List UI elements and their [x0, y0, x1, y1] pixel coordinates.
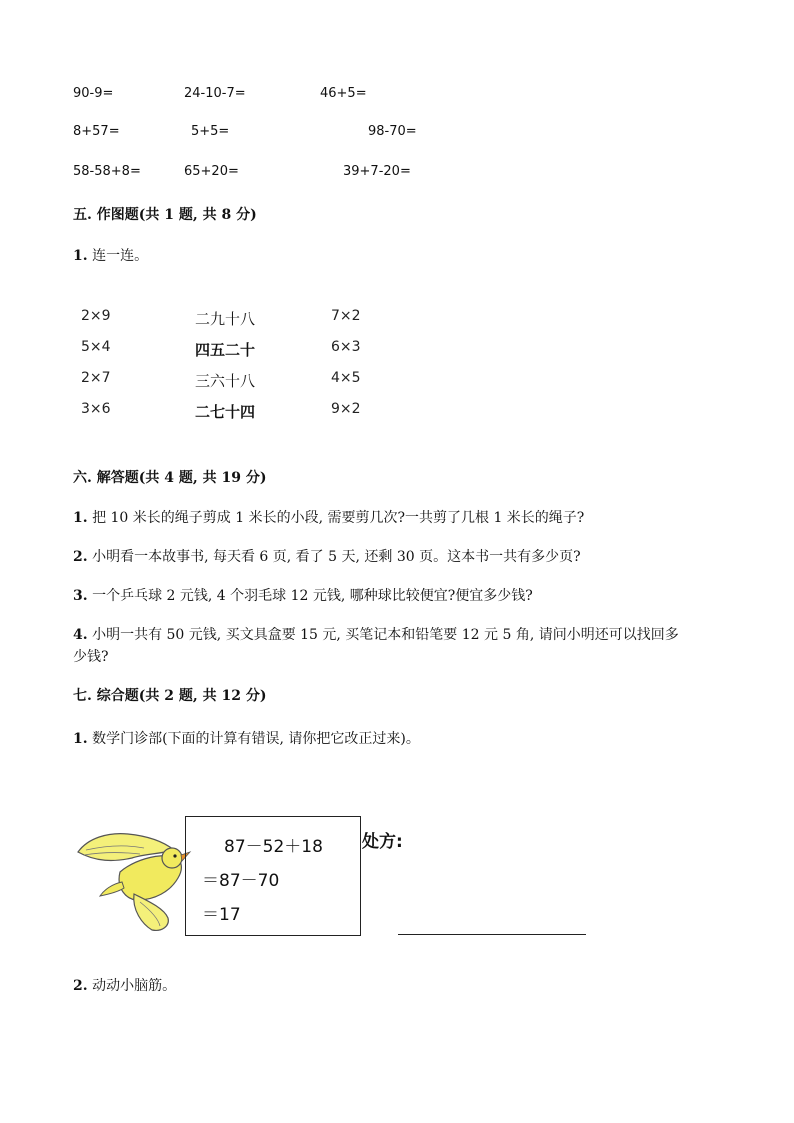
question-number: 1. [73, 248, 88, 264]
question [73, 624, 679, 644]
question-number: 1. [73, 731, 88, 747]
calc-item: 65+20= [184, 164, 239, 179]
calc-item: 98-70= [368, 124, 417, 139]
matching-left-item[interactable]: 5×4 [81, 339, 111, 355]
question-text: 把 10 米长的绳子剪成 1 米长的小段, 需要剪几次?一共剪了几根 1 米长的绳子? [87, 510, 585, 526]
question-text: 小明看一本故事书, 每天看 6 页, 看了 5 天, 还剩 30 页。这本书一共有多少页? [87, 549, 581, 565]
matching-right-item[interactable]: 6×3 [331, 339, 361, 355]
matching-left-item[interactable]: 2×9 [81, 308, 111, 324]
calc-item: 46+5= [320, 86, 367, 101]
matching-right-item[interactable]: 7×2 [331, 308, 361, 324]
question [73, 507, 584, 527]
matching-middle-item[interactable]: 二九十八 [195, 310, 256, 328]
question [73, 245, 148, 265]
question-text: 小明一共有 50 元钱, 买文具盒要 15 元, 买笔记本和铅笔要 12 元 5 角, 请问小明还可以找回多 [87, 627, 679, 643]
clinic-expression-line: 87－52＋18 [224, 837, 323, 857]
calc-item: 90-9= [73, 86, 114, 101]
calc-item: 39+7-20= [343, 164, 411, 179]
section-heading: 五. 作图题(共 1 题, 共 8 分) [73, 207, 257, 223]
matching-middle-item[interactable]: 二七十四 [195, 403, 256, 421]
question-number: 2. [73, 978, 88, 994]
question-text: 连一连。 [87, 248, 149, 264]
clinic-expression-line: ＝87－70 [202, 871, 280, 891]
question [73, 975, 176, 995]
question-text: 数学门诊部(下面的计算有错误, 请你把它改正过来)。 [87, 731, 420, 747]
matching-middle-item[interactable]: 四五二十 [195, 341, 256, 359]
question-text-continued: 少钱? [73, 649, 109, 665]
section-heading: 七. 综合题(共 2 题, 共 12 分) [73, 688, 267, 704]
matching-middle-item[interactable]: 三六十八 [195, 372, 256, 390]
calc-item: 8+57= [73, 124, 120, 139]
calc-item: 58-58+8= [73, 164, 141, 179]
calc-item: 24-10-7= [184, 86, 246, 101]
question-text: 动动小脑筋。 [87, 978, 177, 994]
matching-left-item[interactable]: 3×6 [81, 401, 111, 417]
matching-right-item[interactable]: 9×2 [331, 401, 361, 417]
matching-left-item[interactable]: 2×7 [81, 370, 111, 386]
clinic-expression-line: ＝17 [202, 905, 241, 925]
question-number: 4. [73, 627, 88, 643]
question-number: 1. [73, 510, 88, 526]
calc-item: 5+5= [191, 124, 230, 139]
prescription-label: 处方: [362, 832, 403, 852]
question [73, 728, 420, 748]
answer-blank-line[interactable] [398, 934, 586, 935]
matching-right-item[interactable]: 4×5 [331, 370, 361, 386]
bird-icon [74, 822, 196, 934]
question [73, 546, 581, 566]
section-heading: 六. 解答题(共 4 题, 共 19 分) [73, 470, 267, 486]
bird-illustration [74, 822, 196, 934]
question-number: 2. [73, 549, 88, 565]
question-number: 3. [73, 588, 88, 604]
question [73, 585, 533, 605]
question-text: 一个乒乓球 2 元钱, 4 个羽毛球 12 元钱, 哪种球比较便宜?便宜多少钱? [87, 588, 533, 604]
